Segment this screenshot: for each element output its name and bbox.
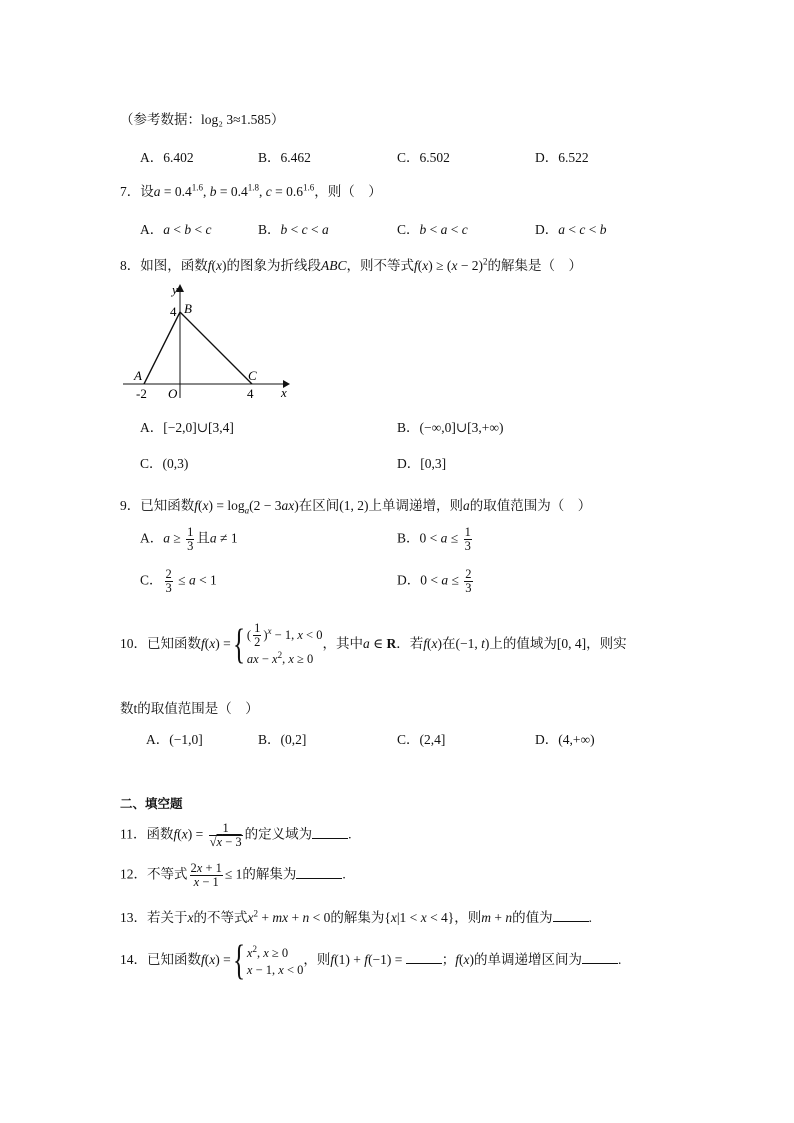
point-a-label: A bbox=[134, 368, 142, 383]
q10-stem-mid4: 上的值域为 bbox=[489, 636, 557, 652]
q14-answer-blank-1[interactable] bbox=[406, 951, 442, 964]
q9-option-b[interactable]: B．0 < a ≤ $\frac{1}{3}$ bbox=[397, 525, 471, 554]
q10-option-a[interactable]: A．(−1,0] bbox=[146, 732, 203, 747]
q7-option-a[interactable]: A．a < b < c bbox=[140, 222, 212, 237]
question-9-stem: 9．已知函数$f(x) = \log_a(2 - 3ax)$在区间(1, 2)上单调递增，则a的取值范围为（ ） bbox=[120, 498, 592, 516]
tick-y-4: 4 bbox=[170, 304, 177, 319]
origin-label: O bbox=[168, 386, 178, 401]
question-11: 11．函数f(x) = $\frac{1}{√x - 3}$ 的定义域为 . bbox=[120, 821, 352, 850]
reference-data-note bbox=[120, 108, 284, 128]
reference-note-text: （参考数据：log₂ 3≈1.585） bbox=[120, 112, 285, 127]
q9-option-d[interactable]: D．0 < a ≤ $\frac{2}{3}$ bbox=[397, 567, 472, 596]
q7-option-b[interactable]: B．b < c < a bbox=[258, 222, 329, 237]
q8-stem-mid: 的图象为折线段 bbox=[226, 258, 322, 273]
q6-option-c[interactable]: C．6.502 bbox=[397, 150, 450, 165]
q10-stem-mid2: ．若 bbox=[396, 636, 424, 652]
q13-post: 的值为 bbox=[512, 910, 553, 925]
q13-answer-blank[interactable] bbox=[553, 909, 589, 922]
q7-stem-post: ，则（ ） bbox=[314, 184, 382, 199]
q12-pre: 12．不等式 bbox=[120, 866, 188, 882]
tick-x-4: 4 bbox=[247, 386, 254, 401]
q8-stem-mid2: ，则不等式 bbox=[346, 258, 415, 273]
point-b-label: B bbox=[184, 301, 192, 316]
q6-option-d[interactable]: D．6.522 bbox=[535, 150, 589, 165]
q7-option-c[interactable]: C．b < a < c bbox=[397, 222, 468, 237]
q9-stem-pre: 9．已知函数 bbox=[120, 498, 195, 513]
q9-stem-end: 的取值范围为（ ） bbox=[469, 498, 592, 513]
q11-answer-blank[interactable] bbox=[312, 826, 348, 839]
q11-post: 的定义域为 bbox=[244, 826, 313, 842]
polyline-abc bbox=[144, 312, 252, 384]
q14-mid2: ； bbox=[441, 952, 456, 968]
q9-stem-post: 上单调递增，则 bbox=[368, 498, 463, 513]
question-13: 13．若关于x的不等式$x^2$ + mx + n < 0的解集为{x|1 < x < 4}，则m + n的值为 . bbox=[120, 908, 593, 925]
q9-stem-mid: 在区间 bbox=[298, 498, 340, 513]
q8-option-a[interactable]: A．[−2,0]∪[3,4] bbox=[140, 420, 234, 435]
q9-option-c[interactable]: C． $\frac{2}{3}$ ≤ a < 1 bbox=[140, 567, 217, 596]
q12-answer-blank[interactable] bbox=[296, 866, 342, 879]
q10-option-b[interactable]: B．(0,2] bbox=[258, 732, 307, 747]
question-12: 12．不等式 $\frac{2x + 1}{x - 1}$ ≤ 1的解集为 . bbox=[120, 861, 346, 890]
question-8-stem: 8．如图，函数f(x)的图象为折线段ABC，则不等式$f(x) \ge (x - 2)^2$的解集是（ ） bbox=[120, 256, 583, 273]
section-2-title: 二、填空题 bbox=[120, 796, 183, 811]
question-7-stem: 7．设$a = 0.4^{1.6}$, $b = 0.4^{1.8}$, $c = 0.6^{1.6}$，则（ ） bbox=[120, 182, 382, 199]
q14-mid: ，则 bbox=[303, 952, 331, 968]
q7-option-d[interactable]: D．a < c < b bbox=[535, 222, 607, 237]
q10-stem-mid: ，其中 bbox=[322, 636, 363, 652]
y-axis-label: y bbox=[172, 282, 178, 297]
question-10-stem: 10．已知函数f(x) ={ ( $\frac{1}{2}$ )$^x$ − 1, x < 0 ax − $x^2$, x ≥ 0，其中a ∈ R．若f(x)在(−1, t)上的值域为[0, 4]，则实 bbox=[120, 621, 627, 669]
q14-answer-blank-2[interactable] bbox=[582, 951, 618, 964]
q14-post: 的单调递增区间为 bbox=[474, 952, 583, 968]
question-14: 14．已知函数f(x) ={ $x^2$, x ≥ 0 x − 1, x < 0，则f(1) + f(−1) = ；f(x)的单调递增区间为 . bbox=[120, 938, 622, 984]
q10-stem-pre: 10．已知函数 bbox=[120, 636, 201, 652]
q6-option-a[interactable]: A．6.402 bbox=[140, 150, 194, 165]
q8-option-c[interactable]: C．(0,3) bbox=[140, 456, 189, 471]
x-axis-label: x bbox=[281, 385, 287, 400]
q13-pre: 13．若关于 bbox=[120, 910, 188, 925]
q13-mid3: ，则 bbox=[454, 910, 482, 925]
question-10-stem-line2 bbox=[120, 697, 259, 717]
q10-option-d[interactable]: D．(4,+∞) bbox=[535, 732, 595, 747]
q6-option-b[interactable]: B．6.462 bbox=[258, 150, 311, 165]
q8-stem-pre: 8．如图，函数 bbox=[120, 258, 208, 273]
q9-option-a[interactable]: A．a ≥ $\frac{1}{3}$ 且a ≠ 1 bbox=[140, 525, 238, 554]
q12-post: 的解集为 bbox=[242, 866, 297, 882]
point-c-label: C bbox=[248, 368, 257, 383]
q7-stem-pre: 7．设 bbox=[120, 184, 154, 199]
tick-x-minus-2: -2 bbox=[136, 386, 147, 401]
q10-stem-mid3: 在 bbox=[441, 636, 456, 652]
q10-line2: 数t的取值范围是（ ） bbox=[120, 701, 259, 716]
q13-mid2: 的解集为 bbox=[330, 910, 385, 925]
q10-stem-post: ，则实 bbox=[586, 636, 627, 652]
q8-option-b[interactable]: B．(−∞,0]∪[3,+∞) bbox=[397, 420, 504, 435]
q11-pre: 11．函数 bbox=[120, 826, 174, 842]
q13-mid: 的不等式 bbox=[193, 910, 248, 925]
q8-option-d[interactable]: D．[0,3] bbox=[397, 456, 447, 471]
q10-option-c[interactable]: C．(2,4] bbox=[397, 732, 446, 747]
q8-stem-post: 的解集是（ ） bbox=[487, 258, 583, 273]
q8-graph-figure bbox=[118, 280, 293, 405]
q14-pre: 14．已知函数 bbox=[120, 952, 201, 968]
